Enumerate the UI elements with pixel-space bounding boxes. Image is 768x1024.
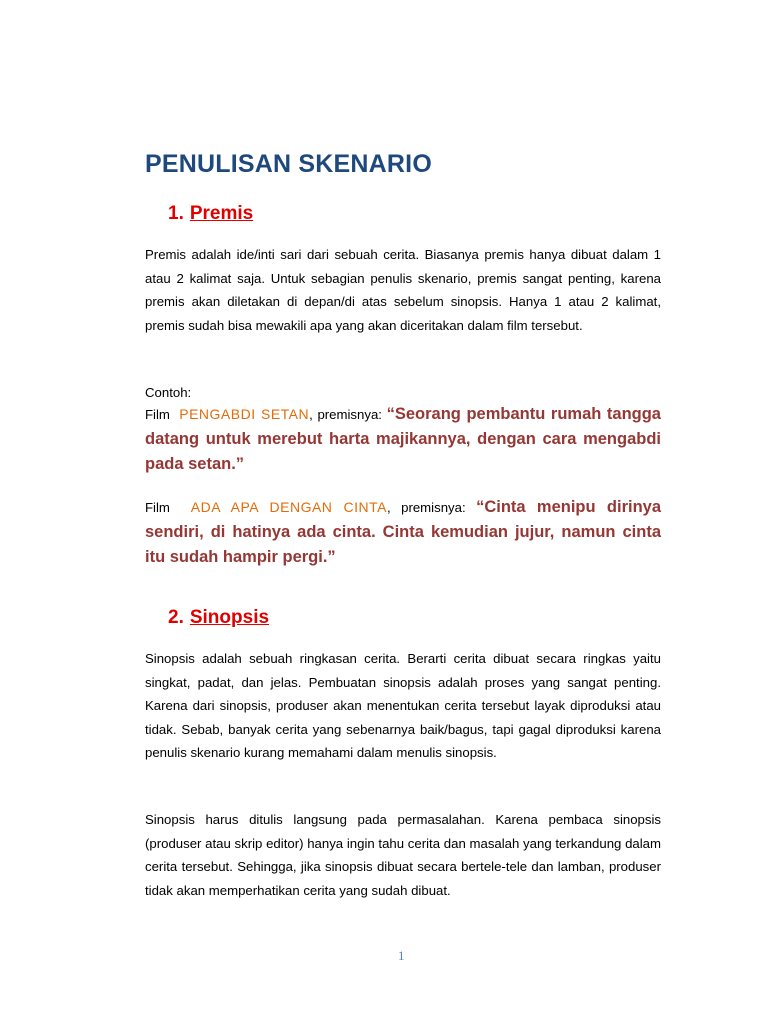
section-heading-label: Premis <box>189 203 254 224</box>
premise-quote: “Cinta menipu dirinya sendiri, di hatinya ada cinta. Cinta kemudian jujur, namun cinta itu sudah hampir pergi.” <box>145 498 662 566</box>
example-prefix: Film <box>145 500 170 515</box>
page-number: 1 <box>398 948 405 963</box>
example-separator: , premisnya: <box>309 407 382 422</box>
contoh-label: Contoh: <box>145 385 192 400</box>
film-title: ADA APA DENGAN CINTA <box>190 499 388 515</box>
section-heading-premis <box>168 203 253 225</box>
film-title: PENGABDI SETAN <box>179 406 310 422</box>
section-number: 1. <box>168 203 184 224</box>
premise-quote: “Seorang pembantu rumah tangga datang untuk merebut harta majikannya, dengan cara mengabdi pada setan.” <box>145 405 661 473</box>
section-heading-sinopsis <box>168 607 269 629</box>
section-number: 2. <box>168 607 184 628</box>
sinopsis-paragraph-2: Sinopsis harus ditulis langsung pada permasalahan. Karena pembaca sinopsis (produser atau skrip editor) hanya ingin tahu cerita dan masalah yang terkandung dalam cerita tersebut. Sehingga, jika sinopsis dibuat secara bertele-tele dan lamban, produser tidak akan memperhatikan cerita yang sudah dibuat. <box>145 812 661 898</box>
example-pengabdi-setan <box>145 402 661 477</box>
document-title: PENULISAN SKENARIO <box>145 150 432 178</box>
example-separator: , premisnya: <box>387 500 466 515</box>
example-ada-apa-dengan-cinta <box>145 495 661 570</box>
section-heading-label: Sinopsis <box>189 607 270 628</box>
sinopsis-paragraph-1: Sinopsis adalah sebuah ringkasan cerita. Berarti cerita dibuat secara ringkas yaitu singkat, padat, dan jelas. Pembuatan sinopsis adalah proses yang sangat penting. Karena dari sinopsis, produser akan menentukan cerita tersebut layak diproduksi atau tidak. Sebab, banyak cerita yang sebenarnya baik/bagus, tapi gagal diproduksi karena penulis skenario kurang memahami dalam menulis sinopsis. <box>145 651 661 760</box>
example-prefix: Film <box>145 407 170 422</box>
premis-paragraph: Premis adalah ide/inti sari dari sebuah cerita. Biasanya premis hanya dibuat dalam 1 atau 2 kalimat saja. Untuk sebagian penulis skenario, premis sangat penting, karena premis akan diletakan di depan/di atas sebelum sinopsis. Hanya 1 atau 2 kalimat, premis sudah bisa mewakili apa yang akan diceritakan dalam film tersebut. <box>145 247 661 333</box>
